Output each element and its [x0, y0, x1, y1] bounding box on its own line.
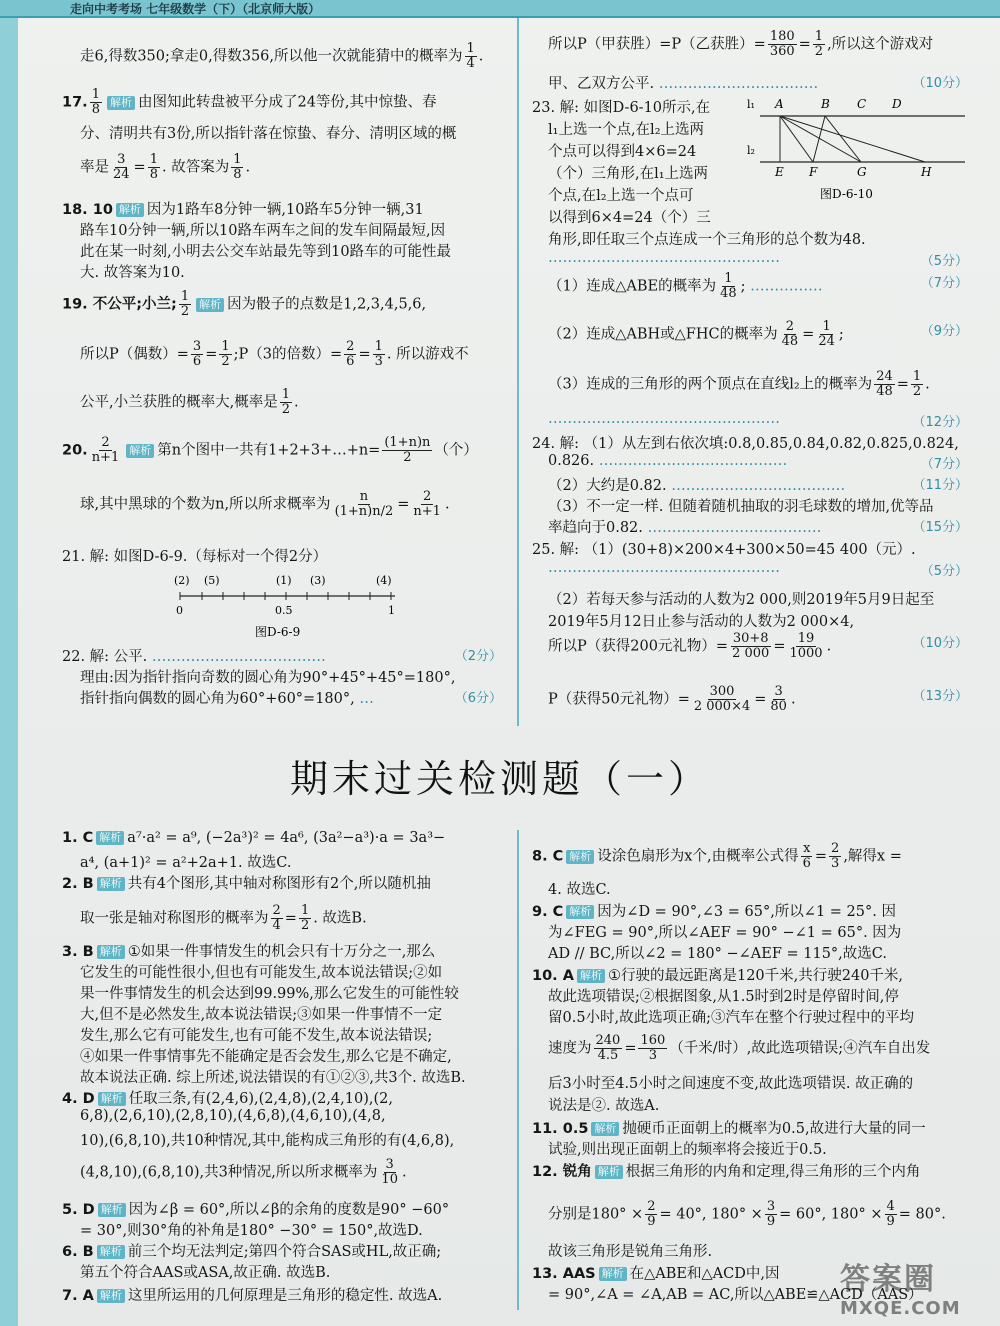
tick-0: 0 [176, 604, 183, 617]
b9-line2: 为∠FEG = 90°,所以∠AEF = 90° −∠1 = 65°. 因为 [548, 925, 902, 941]
b10-line3: 留0.5小时,故此选项正确;③汽车在整个行驶过程中的平均 [548, 1010, 915, 1026]
q17-line2: 分、清明共有3份,所以指针落在惊蛰、春分、清明区域的概 [80, 126, 457, 142]
mark-3: (3) [310, 574, 326, 587]
b4-line4: (4,8,10),(6,8,10),共3种情况,所以所求概率为 $\frac{3}{10}$ . [80, 1157, 407, 1187]
b6-line1: 6. B 解析 前三个均无法判定;第四个符合SAS或HL,故正确; [62, 1244, 442, 1260]
mark-1: (1) [276, 574, 292, 587]
tick-05: 0.5 [275, 604, 293, 617]
q24-e: 率趋向于0.82. ……………………………… （15分） [548, 520, 968, 536]
q25-a: 25. 解: （1）(30+8)×200×4+300×50=45 400（元）. [532, 542, 916, 558]
b4-line3: 10),(6,8,10),共10种情况,其中,能构成三角形的有(4,6,8), [80, 1133, 455, 1149]
b6-line2: 第五个符合AAS或ASA,故正确. 故选B. [80, 1265, 331, 1281]
svg-text:E: E [775, 165, 784, 179]
q18-line3: 此在某一时刻,小明去公交车站最先等到10路车的可能性最 [80, 244, 452, 260]
q22-line3: 指针指向偶数的圆心角为60°+60°=180°, … （6分） [80, 691, 502, 707]
q25-c: 2019年5月12日止参与活动的人数为2 000×4, [548, 614, 855, 630]
q19-line2: 所以P（偶数）= $\frac{3}{6}$ = $\frac{1}{2}$ ;P（3的倍数）= $\frac{2}{6}$ = $\frac{1}{3}$ . 所以游戏不 [80, 339, 469, 369]
mark-2: (2) [174, 574, 190, 587]
svg-text:G: G [857, 165, 867, 179]
b8-line1: 8. C 解析 设涂色扇形为x个,由概率公式得 $\frac{x}{6}$ = $\frac{2}{3}$ ,解得x = [532, 841, 902, 871]
q17-line1: 17. $\frac{1}{8}$ 解析 由图知此转盘被平分成了24等份,其中惊蛰、春 [62, 87, 437, 117]
geometry-figure-d610 [745, 92, 970, 207]
b12-line2: 分别是180° × $\frac{2}{9}$ = 40°, 180° × $\frac{3}{9}$ = 60°, 180° × $\frac{4}{9}$ = 80°. [548, 1199, 946, 1229]
b12-line3: 故该三角形是锐角三角形. [548, 1244, 713, 1260]
svg-text:H: H [921, 165, 932, 179]
b3-line7: 故本说法正确. 综上所述,说法错误的有①②③,共3个. 故选B. [80, 1070, 466, 1086]
b10-line5: 后3小时至4.5小时之间速度不变,故此选项错误. 故正确的 [548, 1076, 914, 1092]
b9-line1: 9. C 解析 因为∠D = 90°,∠3 = 65°,所以∠1 = 25°. 因 [532, 904, 896, 920]
b1-line2: a⁴, (a+1)² = a²+2a+1. 故选C. [80, 855, 292, 871]
b3-line6: ④如果一件事情事先不能确定是否会发生,那么它是不确定, [80, 1049, 452, 1065]
q22-line2: 理由:因为指针指向奇数的圆心角为90°+45°+45°=180°, [80, 670, 456, 686]
b5-line1: 5. D 解析 因为∠β = 60°,所以∠β的余角的度数是90° −60° [62, 1202, 450, 1218]
fraction: $\frac{1}{4}$ [466, 41, 475, 71]
tick-1: 1 [388, 604, 395, 617]
b12-line1: 12. 锐角 解析 根据三角形的内角和定理,得三角形的三个内角 [532, 1164, 921, 1180]
q23-i: （2）连成△ABH或△FHC的概率为 $\frac{2}{48}$ = $\frac{1}{24}$ ; （9分） [548, 319, 968, 349]
column-divider [517, 18, 519, 726]
b3-line2: 它发生的可能性很小,但也有可能发生,故本说法错误;②如 [80, 965, 443, 981]
b10-line4: 速度为 $\frac{240}{4.5}$ = $\frac{160}{3}$ （千米/时）,故此选项错误;④汽车自出发 [548, 1033, 931, 1063]
q25-a-pts: ………………………………………… （5分） [548, 560, 968, 579]
q23-h: （1）连成△ABE的概率为 $\frac{1}{48}$ ; …………… （7分） [548, 271, 968, 301]
b10-line6: 说法是②. 故选A. [548, 1098, 660, 1114]
svg-text:B: B [821, 97, 830, 111]
figure-caption: 图D-6-10 [820, 187, 873, 201]
svg-text:A: A [775, 97, 784, 111]
q23-b: l₁上选一个点,在l₂上选两 [548, 122, 705, 138]
q20-line2: 球,其中黑球的个数为n,所以所求概率为 $\frac{n}{(1+n)n/2}$ = $\frac{2}{n+1}$ . [80, 489, 450, 519]
line-l1: l₁ [747, 98, 755, 111]
b3-line1: 3. B 解析 ①如果一件事情发生的机会只有十万分之一,那么 [62, 944, 436, 960]
b5-line2: = 30°,则30°角的补角是180° −30° = 150°,故选D. [80, 1223, 423, 1239]
b10-line2: 故此选项错误;②根据图象,从1.5时到2时是停留时间,停 [548, 989, 899, 1005]
q21-line: 21. 解: 如图D-6-9.（每标对一个得2分） [62, 549, 328, 565]
q23-f: 以得到6×4=24（个）三 [548, 210, 711, 226]
q23-c: 个点可以得到4×6=24 [548, 144, 697, 160]
left-color-band [0, 0, 18, 1326]
b13-line2: = 90°,∠A = ∠A,AB = AC,所以△ABE≌△ACD（AAS） [548, 1287, 923, 1303]
b2-line1: 2. B 解析 共有4个图形,其中轴对称图形有2个,所以随机抽 [62, 876, 431, 892]
q23-a: 23. 解: 如图D-6-10所示,在 [532, 100, 711, 116]
q23-d: （个）三角形,在l₁上选两 [548, 166, 709, 182]
svg-text:F: F [809, 165, 818, 179]
q23-j-pts: ………………………………………… （12分） [548, 411, 968, 430]
q23-g-pts: ………………………………………… （5分） [548, 250, 968, 269]
line-l2: l₂ [747, 144, 755, 157]
line-q16-end: 走6,得数350;拿走0,得数356,所以他一次就能猜中的概率为 $\frac{1}{4}$ . [80, 41, 484, 71]
section-title: 期末过关检测题（一） [289, 757, 710, 801]
b3-line4: 大,但不是必然发生,故本说法错误;③如果一件事情不一定 [80, 1007, 443, 1023]
watermark-logo: 答案圈 MXQE.COM [840, 1262, 961, 1319]
q25-d: 所以P（获得200元礼物）= $\frac{30+8}{2 000}$ = $\frac{19}{1000}$ . （10分） [548, 631, 968, 661]
column-divider-bottom [517, 830, 519, 1310]
q23-j: （3）连成的三角形的两个顶点在直线l₂上的概率为 $\frac{24}{48}$ = $\frac{1}{2}$ . [548, 369, 930, 399]
b7-line1: 7. A 解析 这里所运用的几何原理是三角形的稳定性. 故选A. [62, 1288, 443, 1304]
q20-line1: 20. $\frac{2}{n+1}$ 解析 第n个图中一共有1+2+3+…+n= $\frac{(1+n)n}{2}$ （个） [62, 435, 478, 465]
q23-e: 个点,在l₂上选一个点可 [548, 188, 694, 204]
b9-line3: AD // BC,所以∠2 = 180° −∠AEF = 115°,故选C. [548, 946, 887, 962]
q19-line1: 19. 不公平;小兰; $\frac{1}{2}$ 解析 因为骰子的点数是1,2,3,4,5,6, [62, 289, 427, 319]
q18-line2: 路车10分钟一辆,所以10路车两车之间的发车间隔最短,因 [80, 223, 446, 239]
q25-e: P（获得50元礼物）= $\frac{300}{2 000\times 4}$ = $\frac{3}{80}$ . （13分） [548, 684, 968, 714]
b3-line5: 发生,那么它有可能发生,也有可能不发生,故本说法错误; [80, 1028, 433, 1044]
b13-line1: 13. AAS 解析 在△ABE和△ACD中,因 [532, 1266, 780, 1282]
b3-line3: 果一件事情发生的机会达到99.99%,那么它发生的可能性较 [80, 986, 459, 1002]
q18-line4: 大. 故答案为10. [80, 265, 185, 281]
b4-line2: 6,8),(2,6,10),(2,8,10),(4,6,8),(4,6,10),(4,8, [80, 1108, 386, 1124]
b2-line2: 取一张是轴对称图形的概率为 $\frac{2}{4}$ = $\frac{1}{2}$ . 故选B. [80, 903, 367, 933]
q24-d: （3）不一定一样. 但随着随机抽取的羽毛球数的增加,优等品 [548, 499, 934, 515]
q19-line3: 公平,小兰获胜的概率大,概率是 $\frac{1}{2}$ . [80, 387, 299, 417]
r-line1: 甲、乙双方公平. …………………………… （10分） [548, 76, 968, 92]
q24-b: 0.826. ………………………………… （7分） [548, 453, 968, 472]
header-title: 走向中考考场 七年级数学（下）（北京师大版） [70, 2, 321, 16]
b1-line1: 1. C 解析 a⁷·a² = a⁹, (−2a³)² = 4a⁶, (3a²−a³)·a = 3a³− [62, 830, 446, 846]
q24-c: （2）大约是0.82. ……………………………… （11分） [548, 478, 968, 494]
header-bar [0, 0, 1000, 18]
b4-line1: 4. D 解析 任取三条,有(2,4,6),(2,4,8),(2,4,10),(2, [62, 1091, 393, 1107]
b11-line2: 试验,则出现正面朝上的频率将会接近于0.5. [548, 1142, 827, 1158]
b10-line1: 10. A 解析 ①行驶的最远距离是120千米,共行驶240千米, [532, 968, 904, 984]
q24-a: 24. 解: （1）从左到右依次填:0.8,0.85,0.84,0.82,0.825,0.824, [532, 436, 959, 452]
svg-text:C: C [857, 97, 867, 111]
q22-line1: 22. 解: 公平. ……………………………… （2分） [62, 649, 502, 665]
q18-line1: 18. 10 解析 因为1路车8分钟一辆,10路车5分钟一辆,31 [62, 202, 424, 218]
q17-line3: 率是 $\frac{3}{24}$ = $\frac{1}{8}$ . 故答案为 $\frac{1}{8}$ . [80, 152, 251, 182]
figure-caption: 图D-6-9 [255, 625, 301, 639]
q23-g: 角形,即任取三个点连成一个三角形的总个数为48. [548, 232, 866, 248]
svg-text:D: D [892, 97, 902, 111]
b11-line1: 11. 0.5 解析 抛硬币正面朝上的概率为0.5,故进行大量的同一 [532, 1121, 926, 1137]
mark-4: (4) [376, 574, 392, 587]
number-line-figure [160, 570, 420, 640]
q25-b: （2）若每天参与活动的人数为2 000,则2019年5月9日起至 [548, 592, 935, 608]
b8-line2: 4. 故选C. [548, 882, 611, 898]
r-line0: 所以P（甲获胜）=P（乙获胜）= $\frac{180}{360}$ = $\frac{1}{2}$ ,所以这个游戏对 [548, 29, 934, 59]
mark-5: (5) [204, 574, 220, 587]
